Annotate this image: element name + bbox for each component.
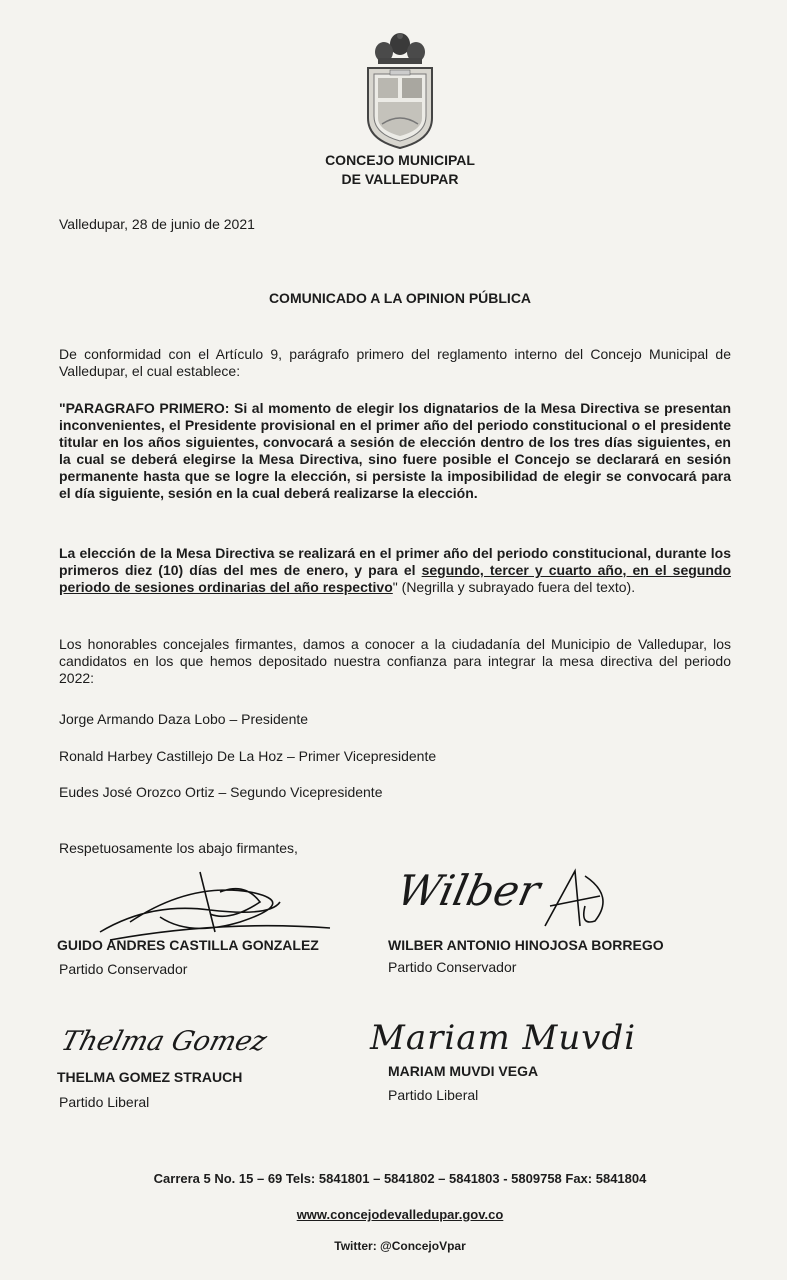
quote-paragraph-1: "PARAGRAFO PRIMERO: Si al momento de elegir los dignatarios de la Mesa Directiva se presentan inconvenientes, el Presidente provisional en el primer año del periodo constitucional o el presidente titular en los años siguientes, convocará a sesión de elección dentro de los tres días siguientes, en la cual se deberá elegirse la Mesa Directiva, sino fuere posible el Concejo se declarará en sesión permanente hasta que se logre la elección, si persiste la imposibilidad de elegir se convocará para el día siguiente, sesión en la cual deberá realizarse la elección. <box>59 400 731 501</box>
signature-thelma: Thelma Gomez <box>57 1026 271 1057</box>
intro-paragraph: De conformidad con el Artículo 9, parágrafo primero del reglamento interno del Concejo Municipal de Valledupar, el cual establece: <box>59 346 731 379</box>
signature-mariam: Mariam Muvdi <box>370 1018 637 1058</box>
candidate-line: Ronald Harbey Castillejo De La Hoz – Primer Vicepresidente <box>59 748 437 764</box>
signature-mark <box>540 866 620 936</box>
coat-of-arms-logo <box>360 32 440 150</box>
quote2-note: (Negrilla y subrayado fuera del texto). <box>397 579 636 595</box>
candidate-line: Eudes José Orozco Ortiz – Segundo Vicepresidente <box>59 784 383 800</box>
date-line: Valledupar, 28 de junio de 2021 <box>59 216 255 232</box>
footer-twitter: Twitter: @ConcejoVpar <box>334 1239 466 1253</box>
footer-website-link[interactable]: www.concejodevalledupar.gov.co <box>296 1207 504 1222</box>
signatory-party: Partido Conservador <box>388 959 517 975</box>
announcement-paragraph: Los honorables concejales firmantes, damos a conocer a la ciudadanía del Municipio de Valledupar, los candidatos en los que hemos depositado nuestra confianza para integrar la mesa directiva del periodo 2022: <box>59 636 731 686</box>
signatory-party: Partido Liberal <box>59 1094 150 1110</box>
organization-name-line2: DE VALLEDUPAR <box>341 171 459 187</box>
closing-line: Respetuosamente los abajo firmantes, <box>59 840 298 856</box>
quote2-underlined: segundo, tercer y cuarto año, en el segundo periodo de sesiones ordinarias del año respectivo <box>59 562 732 595</box>
signatory-name: THELMA GOMEZ STRAUCH <box>57 1069 243 1085</box>
signature-wilber: Wilber <box>392 866 545 915</box>
quote-paragraph-2 <box>59 545 731 596</box>
signatory-party: Partido Liberal <box>388 1087 479 1103</box>
quote2-text: La elección de la Mesa Directiva se realizará en el primer año del periodo constitucional, durante los primeros diez (10) días del mes de enero, y para el <box>59 545 731 578</box>
organization-name-line1: CONCEJO MUNICIPAL <box>325 152 475 168</box>
candidate-line: Jorge Armando Daza Lobo – Presidente <box>59 711 309 727</box>
signatory-name: MARIAM MUVDI VEGA <box>388 1063 539 1079</box>
signatory-party: Partido Conservador <box>59 961 188 977</box>
signatory-name: GUIDO ANDRES CASTILLA GONZALEZ <box>57 937 319 953</box>
document-title: COMUNICADO A LA OPINION PÚBLICA <box>268 290 532 306</box>
footer-address: Carrera 5 No. 15 – 69 Tels: 5841801 – 5841802 – 5841803 - 5809758 Fax: 5841804 <box>153 1171 647 1186</box>
quote2-close: " <box>392 579 398 595</box>
signatory-name: WILBER ANTONIO HINOJOSA BORREGO <box>388 937 664 953</box>
